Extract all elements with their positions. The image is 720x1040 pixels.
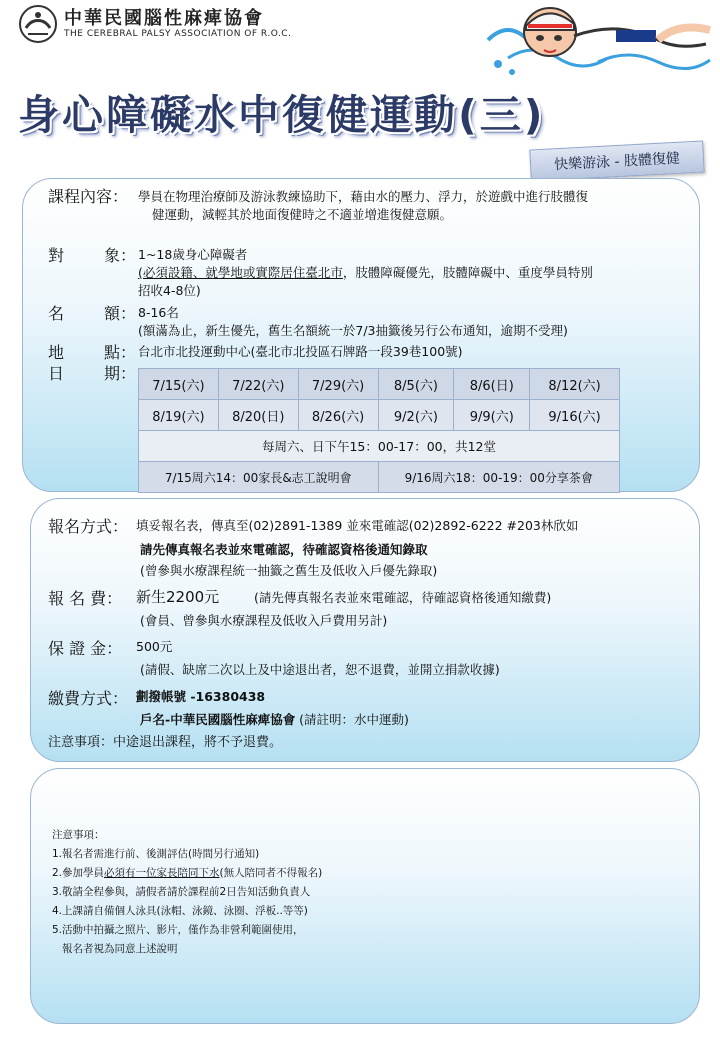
target-line-3: 招收4-8位): [138, 283, 201, 298]
schedule-date: 9/9(六): [454, 400, 530, 431]
schedule-date: 7/29(六): [298, 369, 378, 400]
notes-item: 3.敬請全程參與，請假者請於課程前2日告知活動負責人: [52, 886, 311, 898]
schedule-date: 8/26(六): [298, 400, 378, 431]
location-label-a: 地: [48, 343, 65, 362]
payment-value: 劃撥帳號 -16380438: [136, 689, 266, 704]
method-line-3: (曾參與水療課程統一抽籤之舊生及低收入戶優先錄取): [140, 563, 438, 578]
schedule-time-row: [139, 431, 620, 462]
date-label-a: 日: [48, 364, 65, 383]
schedule-date: 8/6(日): [454, 369, 530, 400]
payment-label: 繳費方式：: [48, 689, 129, 708]
deposit-label: 保 證 金：: [48, 639, 123, 658]
location-value: 台北市北投運動中心(臺北市北投區石牌路一段39巷100號): [138, 344, 463, 359]
target-label-a: 對: [48, 246, 65, 265]
method-line-1: 填妥報名表，傳真至(02)2891-1389 並來電確認(02)2892-6222 #203林欣如: [136, 518, 579, 533]
quota-line-2: (額滿為止，新生優先，舊生名額統一於7/3抽籤後另行公布通知，逾期不受理): [138, 323, 568, 338]
method-label: 報名方式：: [48, 517, 129, 536]
notes-item: 5.活動中拍攝之照片、影片，僅作為非營利範圍使用，: [52, 924, 304, 936]
content-label: 課程內容：: [48, 187, 129, 206]
swimmer-illustration: [478, 0, 718, 78]
notes-heading: 注意事項：: [52, 829, 105, 841]
content-line-2: 健運動，減輕其於地面復健時之不適並增進復健意願。: [152, 207, 453, 222]
payment-remark: (請註明：水中運動): [295, 712, 409, 727]
target-line-2: [138, 264, 593, 282]
notes-item-continuation: 報名者視為同意上述說明: [62, 943, 178, 955]
schedule-date: 8/12(六): [530, 369, 620, 400]
deposit-value: 500元: [136, 639, 173, 654]
fee-label: 報 名 費：: [48, 589, 123, 608]
location-label-b: 點：: [104, 343, 137, 362]
fee-note: (請先傳真報名表並來電確認，待確認資格後通知繳費): [254, 590, 552, 605]
schedule-table: [138, 368, 620, 493]
org-name-zh: 中華民國腦性麻痺協會: [64, 8, 264, 29]
fee-line-2: (會員、曾參與水療課程及低收入戶費用另計): [140, 613, 388, 628]
org-logo: [18, 4, 58, 44]
fee-value: 新生2200元: [136, 588, 220, 606]
target-label-b: 象：: [104, 246, 137, 265]
quota-label-b: 額：: [104, 304, 137, 323]
notes-item: 1.報名者需進行前、後測評估(時間另行通知): [52, 848, 260, 860]
schedule-row-1: [139, 369, 620, 400]
quota-label-a: 名: [48, 304, 65, 323]
content-line-1: 學員在物理治療師及游泳教練協助下，藉由水的壓力、浮力，於遊戲中進行肢體復: [138, 189, 589, 204]
notes-item-2-pre: 2.參加學員: [52, 867, 105, 879]
notes-item: [52, 864, 322, 883]
schedule-date: 7/15(六): [139, 369, 219, 400]
target-priority-note: ，肢體障礙優先，肢體障礙中、重度學員特別: [342, 265, 593, 280]
schedule-date: 8/20(日): [218, 400, 298, 431]
deposit-line-2: (請假、缺席二次以上及中途退出者，恕不退費，並開立捐款收據): [140, 662, 500, 677]
page-title: 身心障礙水中復健運動(三): [18, 91, 546, 139]
schedule-meeting-row: [139, 462, 620, 493]
payment-line-2: [140, 711, 409, 729]
schedule-time-note: 每周六、日下午15：00-17：00，共12堂: [139, 431, 620, 462]
method-line-2: 請先傳真報名表並來電確認，待確認資格後通知錄取: [140, 542, 428, 557]
schedule-meeting-2: 9/16周六18：00-19：00分享茶會: [378, 462, 619, 493]
subtitle-text: 快樂游泳 - 肢體復健: [553, 150, 681, 174]
schedule-row-2: [139, 400, 620, 431]
subtitle-tag: [529, 140, 704, 181]
payment-account-name: 戶名-中華民國腦性麻痺協會: [140, 712, 296, 727]
target-residency-requirement: (必須設籍、就學地或實際居住臺北市: [138, 265, 343, 280]
schedule-meeting-1: 7/15周六14：00家長&志工說明會: [139, 462, 379, 493]
notes-item-2-underlined: 必須有一位家長陪同下水: [104, 867, 220, 879]
schedule-date: 9/16(六): [530, 400, 620, 431]
date-label-b: 期：: [104, 364, 137, 383]
schedule-date: 8/19(六): [139, 400, 219, 431]
schedule-date: 7/22(六): [218, 369, 298, 400]
quota-line-1: 8-16名: [138, 305, 179, 320]
notes-item: 4.上課請自備個人泳具(泳帽、泳鏡、泳圈、浮板..等等): [52, 905, 308, 917]
schedule-date: 9/2(六): [378, 400, 454, 431]
org-name-en: THE CEREBRAL PALSY ASSOCIATION OF R.O.C.: [64, 29, 292, 39]
notes-item-2-post: (無人陪同者不得報名): [219, 867, 323, 879]
schedule-date: 8/5(六): [378, 369, 454, 400]
refund-notice: 注意事項：中途退出課程，將不予退費。: [48, 735, 283, 750]
notes-list: [52, 826, 322, 959]
target-line-1: 1~18歲身心障礙者: [138, 247, 248, 262]
